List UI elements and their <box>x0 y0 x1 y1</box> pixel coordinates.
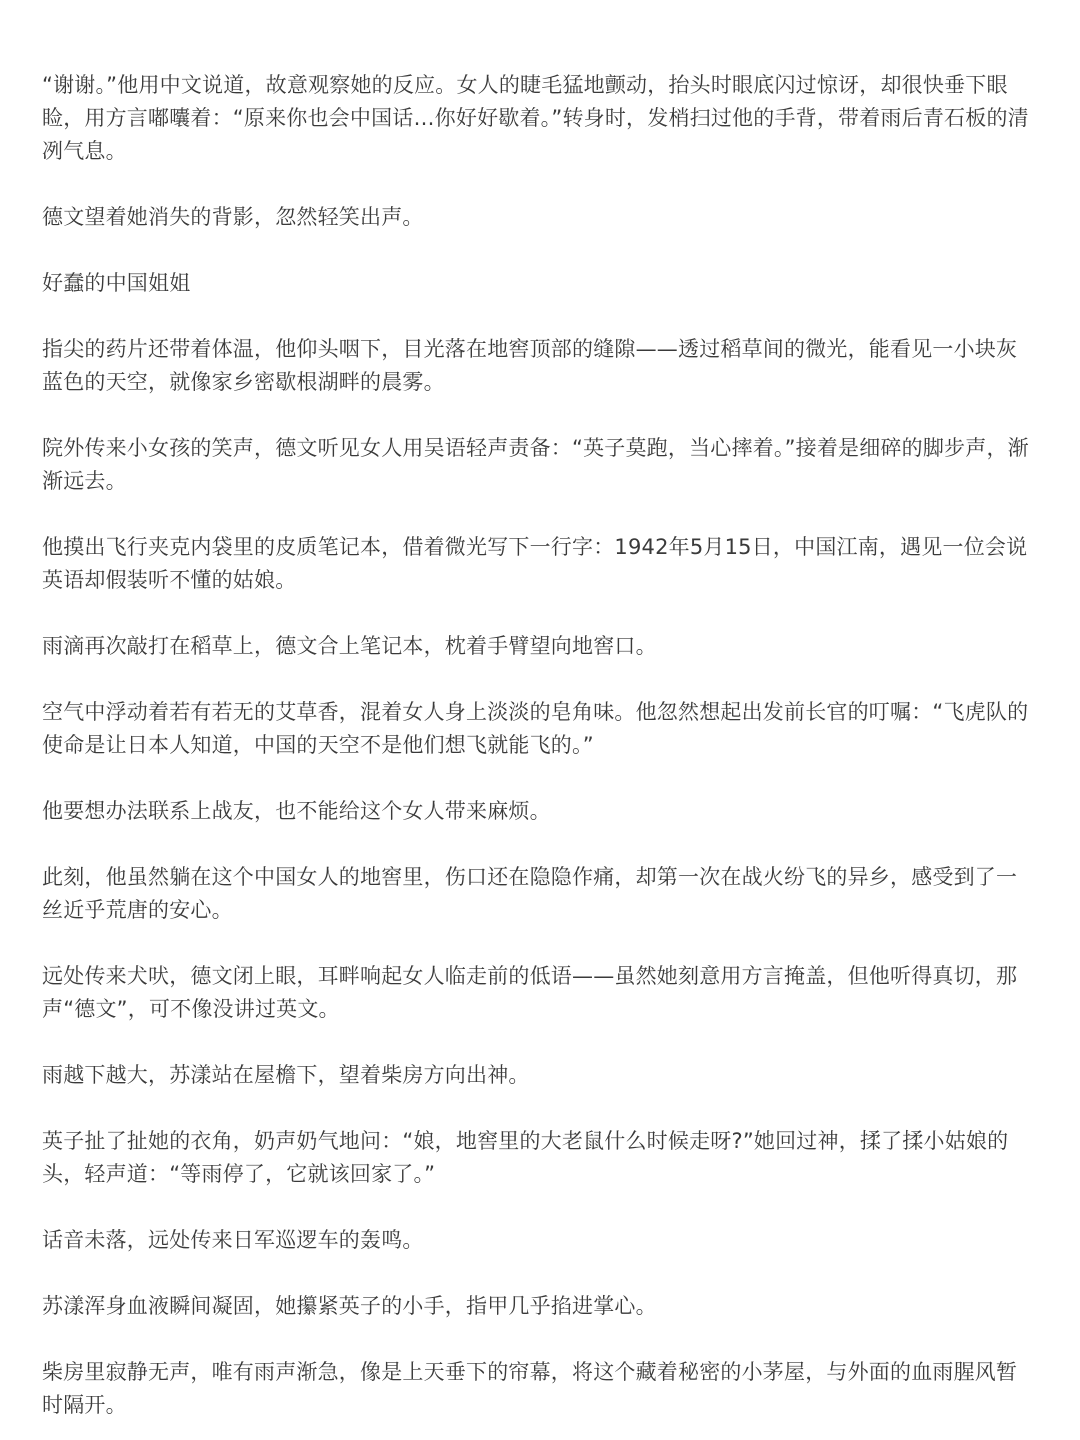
paragraph: “谢谢。”他用中文说道，故意观察她的反应。女人的睫毛猛地颤动，抬头时眼底闪过惊讶，却很快垂下眼睑，用方言嘟囔着：“原来你也会中国话…你好好歇着。”转身时，发梢扫过他的手背，带着雨后青石板的清冽气息。 <box>42 73 1029 163</box>
paragraph: 他摸出飞行夹克内袋里的皮质笔记本，借着微光写下一行字：1942年5月15日，中国江南，遇见一位会说英语却假装听不懂的姑娘。 <box>42 535 1028 592</box>
paragraph: 雨滴再次敲打在稻草上，德文合上笔记本，枕着手臂望向地窖口。 <box>42 634 657 658</box>
paragraph: 他要想办法联系上战友，也不能给这个女人带来麻烦。 <box>42 799 551 823</box>
paragraph: 此刻，他虽然躺在这个中国女人的地窖里，伤口还在隐隐作痛，却第一次在战火纷飞的异乡，感受到了一丝近乎荒唐的安心。 <box>42 865 1018 922</box>
paragraph: 空气中浮动着若有若无的艾草香，混着女人身上淡淡的皂角味。他忽然想起出发前长官的叮嘱：“飞虎队的使命是让日本人知道，中国的天空不是他们想飞就能飞的。” <box>42 700 1029 757</box>
paragraph: 德文望着她消失的背影，忽然轻笑出声。 <box>42 205 424 229</box>
paragraph: 英子扯了扯她的衣角，奶声奶气地问：“娘，地窖里的大老鼠什么时候走呀?”她回过神，揉了揉小姑娘的头，轻声道：“等雨停了，它就该回家了。” <box>42 1129 1009 1186</box>
paragraph: 院外传来小女孩的笑声，德文听见女人用吴语轻声责备：“英子莫跑，当心摔着。”接着是细碎的脚步声，渐渐远去。 <box>42 436 1029 493</box>
paragraph: 雨越下越大，苏漾站在屋檐下，望着柴房方向出神。 <box>42 1063 530 1087</box>
paragraph: 指尖的药片还带着体温，他仰头咽下，目光落在地窖顶部的缝隙——透过稻草间的微光，能看见一小块灰蓝色的天空，就像家乡密歇根湖畔的晨雾。 <box>42 337 1018 394</box>
paragraph: 话音未落，远处传来日军巡逻车的轰鸣。 <box>42 1228 424 1252</box>
paragraph: 柴房里寂静无声，唯有雨声渐急，像是上天垂下的帘幕，将这个藏着秘密的小茅屋，与外面的血雨腥风暂时隔开。 <box>42 1360 1018 1417</box>
paragraph: 远处传来犬吠，德文闭上眼，耳畔响起女人临走前的低语——虽然她刻意用方言掩盖，但他听得真切，那声“德文”，可不像没讲过英文。 <box>42 964 1018 1021</box>
paragraph: 好蠢的中国姐姐 <box>42 271 191 295</box>
paragraph: 苏漾浑身血液瞬间凝固，她攥紧英子的小手，指甲几乎掐进掌心。 <box>42 1294 657 1318</box>
